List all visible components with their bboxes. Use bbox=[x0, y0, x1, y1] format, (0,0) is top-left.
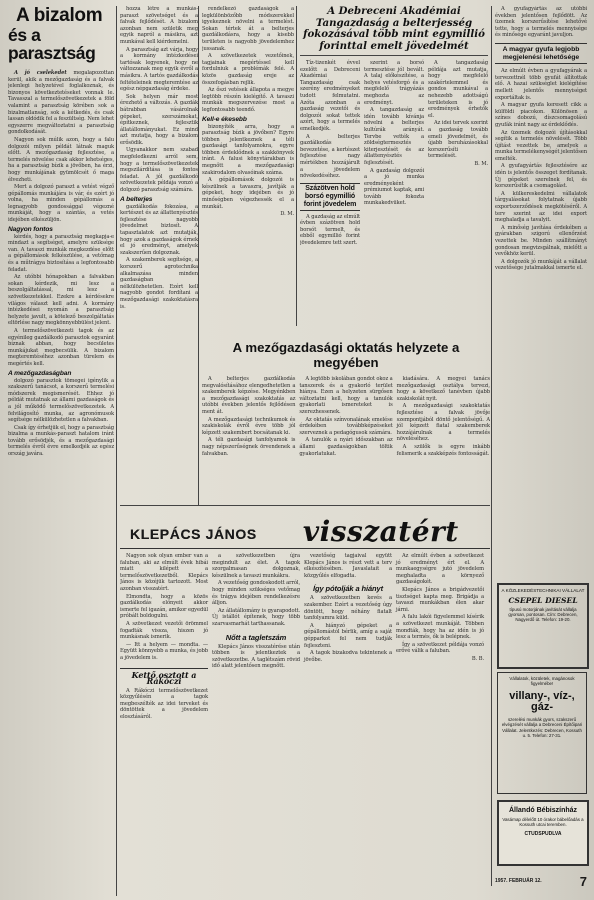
tangazdasag-article bbox=[300, 6, 488, 336]
footer-date: 1957. FEBRUÁR 12. bbox=[495, 878, 542, 884]
klepacs-headline bbox=[120, 510, 490, 549]
headline-rule bbox=[300, 55, 488, 56]
column-rule bbox=[296, 6, 297, 326]
ad2-title-1: villany-, víz-, bbox=[509, 689, 575, 702]
section-rule bbox=[120, 505, 490, 506]
tangazdasag-col-a: Tíz-tizenkét évvel ezelőtt a Debreceni Akadémiai Tangazdaság csak szerény eredményeket tudott felmutatni. Azóta azonban a gazdaság vezetői és dolgozói sokat tettek azért, hogy a termelés emelkedjék. A belterjes gazdálkodás bevezetése, a kertészet fejlesztése nagy mértékben hozzájárult a jövedelem növekedéséhez. Százötven hold borsó egymillió forint jövedelem A gazdaság az elmúlt évben százötven hold borsót termelt, és ebből egymillió forint jövedelemre tett szert. bbox=[300, 60, 360, 247]
klepacs-article bbox=[120, 510, 490, 890]
tangazdasag-headline: A Debreceni Akadémiai Tangazdaság a belterjesség fokozásával több mint egymillió forinttal emelt jövedelmét bbox=[303, 6, 485, 52]
ad1-title: CSEPEL DIESEL bbox=[508, 595, 578, 605]
tangazdasag-col-c: A tangazdaság példája azt mutatja, hogy megfelelő szakértelemmel és gondos munkával a nehezebb adottságú területeken is jó eredmények érhetők el. Az idei tervek szerint a gazdaság tovább emeli jövedelmét, és újabb beruházásokkal korszerűsíti termelését. B. M. bbox=[428, 60, 488, 167]
klepacs-sub1: Így pótolják a hiányt bbox=[313, 584, 383, 594]
right-column bbox=[495, 6, 587, 576]
headline-line-1: A bizalom bbox=[16, 6, 103, 26]
oktatas-col-a: A belterjes gazdálkodás megvalósításához elengedhetetlen a szakemberek képzése. Megyénkben a mezőgazdasági szakoktatás az utóbbi években jelentős fejlődésen ment át. A mezőgazdasági technikumok és szakiskolák évről évre több jól képzett szakembert bocsátanak ki. A téli gazdasági tanfolyamok is nagy népszerűségnek örvendenek a falvakban. bbox=[202, 376, 296, 457]
klepacs-col-b: a szövetkezetben újra megindult az élet. A tagok szorgalmasan dolgoznak, készülnek a tavaszi munkákra. A vezetőség gondoskodott arról, hogy minden szükséges vetőmag és trágya idejében rendelkezésre álljon. Az állatállomány is gyarapodott. Új istállót építenek, hogy több szarvasmarhát tarthassanak. Nőtt a tagletszám Klepács János visszatérése után többen is jelentkeztek a szövetkezetbe. A taglétszám rövid idő alatt jelentősen megnőtt. bbox=[212, 553, 300, 670]
klepacs-col-c: vezetőség tagjaival együtt Klepács János is részt vett a terv elkészítésében. Javaslatait a közgyűlés elfogadta. Így pótolják a hiányt A szövetkezetben kevés a szakember. Ezért a vezetőség úgy döntött, hogy néhány fiatalt tanfolyamra küld. A hiányzó gépeket a gépállomástól bérlik, amíg a saját gépparkot fel nem tudják fejleszteni. A tagok bizakodva tekintenek a jövőbe. bbox=[304, 553, 392, 663]
klepacs-byline: B. B. bbox=[471, 655, 484, 662]
column-rule bbox=[198, 6, 199, 506]
headline-line-2: és a parasztság bbox=[8, 25, 96, 63]
column-rule bbox=[491, 6, 492, 886]
column-1 bbox=[8, 6, 114, 896]
ad-villany-viz-gaz: Vállalatok, közületek, magánosok figyelmébe! villany-, víz-, gáz- szerelési munkák gyors, szakszerű elvégzését vállalja a Debreceni Építőipari Vállalat. Jelentkezés: Debrecen, Kossuth u. 5. Telefon: 27-31. bbox=[497, 672, 587, 794]
ad-csepel-diesel: A KÖZLEKEDÉSTECHNIKAI VÁLLALAT CSEPEL DIESEL típusú motorjának javítását vállalja gyorsan, pontosan. Cím: Debrecen, Nagyerdő út. Telefon: 19-20. bbox=[497, 583, 589, 669]
right-col-body-top: A gyufagyártás az utóbbi években jelentősen fejlődött. Az üzemek korszerűsítése lehetővé tette, hogy a termelés mennyisége és minősége egyaránt javuljon. bbox=[495, 6, 587, 39]
klepacs-col-d: Az elmúlt évben a szövetkezet jó eredményt ért el. A munkaegységre jutó jövedelem meghaladta a környező gazdaságokét. Klepács János a brigádvezetői tisztséget kapta meg. Brigádja a tavaszi munkákban élen akar járni. A falu lakói figyelemmel kísérik a szövetkezet munkáját. Többen mondták, hogy ha az idén is jó lesz a termés, ők is belépnek. Így a szövetkezet példája vonzó erővé válik a faluban. B. B. bbox=[396, 553, 484, 662]
klepacs-sub2: Nőtt a tagletszám bbox=[225, 632, 287, 642]
ad-bebiszinhaz: Állandó Bébiszínház Vasárnap délelőtt 10 órakor bábelőadás a Kossuth utcai teremben. CTUDSPUDLVA bbox=[497, 800, 589, 866]
right-col-body: Az elmúlt évben a gyufagyárak a tervezettnél több gyufát állítottak elő. A hazai szükséglet kielégítése mellett jelentős mennyiséget exportáltak is. A magyar gyufa keresett cikk a külföldi piacokon. Különösen a színes dobozú, díszcsomagolású gyufák iránt nagy az érdeklődés. Az üzemek dolgozói újításokkal segítik a termelés növelését. Több újítást vezettek be, amelyek a munka termelékenységét jelentősen emelték. A gyufagyártás fejlesztésére az idén is jelentős összeget fordítanak. Új gépeket szerelnek fel, és korszerűsítik a csomagolást. A külkereskedelmi vállalatok tárgyalásokat folytatnak újabb exportszerződések megkötéséről. A terv szerint az idei export meghaladja a tavalyit. A minőség javítása érdekében a gyárakban szigorú ellenőrzést vezettek be. Minden szállítmányt gondosan megvizsgálnak, mielőtt a vevőkhöz kerül. A dolgozók jó munkáját a vállalat vezetősége jutalmakkal ismerte el. bbox=[495, 68, 587, 272]
lead-run-in: A jó cselekedet bbox=[14, 70, 67, 76]
oktatas-article bbox=[202, 330, 490, 500]
tangazdasag-box-head: Százötven hold borsó egymillió forint jövedelem bbox=[300, 183, 360, 211]
klepacs-col-a: Nagyon sok olyan ember van a faluban, aki az elmúlt évek hibái miatt kilépett a termelőszövetkezetből. Klepács János is közéjük tartozott. Most azonban visszatért. Elmondta, hogy a közös gazdálkodás előnyeit akkor ismerte fel igazán, amikor egyedül próbált boldogulni. A szövetkezet vezetői örömmel fogadták vissza, hiszen jó munkásnak ismerik. — Itt a helyem — mondta. — Együtt könnyebb a munka, és jobb a jövedelem is. Kettő osztott a Rákóczi A Rákóczi termelőszövetkezet közgyűlésén a tagok megbeszélték az idei terveket és döntöttek a jövedelem elosztásáról. bbox=[120, 553, 208, 721]
klepacs-name: KLEPÁCS JÁNOS bbox=[130, 526, 257, 542]
column-2 bbox=[120, 6, 198, 506]
column-rule bbox=[116, 6, 117, 896]
footer bbox=[495, 870, 587, 892]
main-headline bbox=[8, 6, 114, 62]
subhead-2: A mezőgazdaságban bbox=[8, 369, 72, 377]
subhead-1: Nagyon fontos bbox=[8, 225, 53, 233]
kette-head: Kettő osztott a Rákóczi bbox=[120, 668, 208, 685]
ad2-title-2: gáz- bbox=[531, 700, 553, 713]
oktatas-col-b: A legtöbb iskolában gondot okoz a tanszerek és a gyakorló terület hiánya. Ezen a helyzeten sürgősen változtatni kell, hogy a tanulók gyakorlati ismereteket is szerezhessenek. Az oktatás színvonalának emelése érdekében továbbképzéseket szerveznek a pedagógusok számára. A tanulók a nyári időszakban az állami gazdaságokban töltik gyakorlatukat. bbox=[299, 376, 393, 457]
article-body: A jó cselekedet megalapozottan kerül, akik a mezőgazdaság és a falvak jelenlegi helyzetével foglalkoznak, és bizonyos következtetéseket vonnak le. Tavasszal a termelőszövetkezetek a föld valamint a parasztság körében sok a bizalmatlanság, sok a kétkedés, és csak lassan oldódik fel a feszültség. Nem lehet egyszerre megváltoztatni a parasztság gondolkodását. Nagyon sok múlik azon, hogy a falu dolgozói milyen példát látnak maguk előtt. A mezőgazdaság fejlesztése, a termelés növelése csak akkor lehetséges, ha a parasztság bízik a jövőben, ha érzi, hogy munkájának gyümölcsét ő maga élvezheti. Mert a dolgozó paraszt a vetést végző gépállomás munkájára is vár, és ezért jó volna, ha minden gépállomás a legnagyobb gondossággal végezné munkáját, hogy a szántás, a vetés idejében elkészüljön. Nagyon fontos kérdés, hogy a parasztság megkapja-e mindazt a segítséget, amelyre szüksége van. A tavaszi munkák megkezdése előtt a gépállomások felkészülése, a vetőmag és a műtrágya biztosítása a legfontosabb feladat. Az utóbbi hónapokban a falvakban sokan kérdezik, mi lesz a beszolgáltatással, mi lesz a szövetkezetekkel. Ezekre a kérdésekre világos választ kell adni. A kormány intézkedései nyomán a parasztság helyzete javult, a kötelező beszolgáltatás eltörlése nagy megkönnyebbülést jelent. A termelőszövetkezeti tagok és az egyénileg gazdálkodó parasztok egyaránt bíznak abban, hogy becsületes munkájukat megbecsülik. A bizalom megteremtéséhez azonban türelem és megértés kell. A mezőgazdaságban dolgozó parasztok tömegei igénylik a szakszerű tanácsot, a korszerű termelési módszerek megismerését. Ehhez jó példát mutatnak az állami gazdaságok és a jól működő termelőszövetkezetek. A felvilágosító munka, az agronómusok segítsége nélkülözhetetlen a falvakban. Csak így érhetjük el, hogy a parasztság bizalma a munkás-paraszt hatalom iránt tovább erősödjék, és a mezőgazdasági termelés évről évre emelkedjék az egész ország javára. bbox=[8, 70, 114, 458]
oktatas-col-c: kiadására. A megyei tanács mezőgazdasági osztálya tervezi, hogy a következő tanévben újabb szakiskolát nyit. A mezőgazdasági szakoktatás fejlesztése a falvak jövője szempontjából döntő jelentőségű. A jól képzett fiatal szakemberek hozzájárulnak a termelés növeléséhez. A szülők is egyre inkább felismerik a szakképzés fontosságát. bbox=[396, 376, 490, 457]
page-number: 7 bbox=[579, 873, 587, 889]
subhead-col2: A belterjes bbox=[120, 195, 153, 203]
right-box-head: A magyar gyufa legjobb megjelenési lehetősége bbox=[495, 43, 587, 64]
tangazdasag-byline: B. M. bbox=[474, 160, 488, 167]
article-body-3: rendelkező gazdaságok a legkülönbözőbb módszerekkel igyekeznek növelni a termelést. Sokan tértek át a belterjes gazdálkodásra, hogy a kisebb területen is nagyobb jövedelemhez jussanak. A szövetkezetek vezetőinek, tagjainak megértéssel kell fordulniuk a problémák felé. A közös gazdaság ereje az összefogásban rejlik. Az őszi vetések állapota a megye legtöbb részén kielégítő. A tavaszi munkák megszervezése most a legfontosabb teendő. Kell-e ékesebb bizonyíték arra, hogy a parasztság bízik a jövőben? Egyre többen jelentkeznek a téli gazdasági tanfolyamokra, egyre többen érdeklődnek a szakkönyvek iránt. A falusi könyvtárakban is megnőtt a mezőgazdasági szakirodalom olvasóinak száma. A gépállomások dolgozói is készülnek a tavaszra, javítják a gépeket, hogy idejében és jó minőségben végezhessék el a munkát. D. M. bbox=[202, 6, 294, 218]
tangazdasag-col-b: szerint a borsó termesztése jól bevált. A talaj előkészítése, a helyes vetésforgó és a megfelelő trágyázás meghozta az eredményt. A tangazdaság az idén tovább kívánja növelni a belterjes kultúrák arányát. Tervbe vették a zöldségtermesztés kiterjesztését és az állattenyésztés fejlesztését. A gazdaság dolgozói a jó munka eredményeként prémiumot kaptak, ami tovább fokozta munkakedvüket. bbox=[364, 60, 424, 207]
article-body-2: hozza létre a munkás-paraszt szövetséget és a falvak fejlődését. A bizalom azonban nem születik meg egyik napról a másikra, azt munkával kell kiérdemelni. A parasztság azt várja, hogy a kormány intézkedései tartósak legyenek, hogy ne változzanak meg egyik évről a másikra. A tartós gazdálkodás feltételeinek megteremtése az egész népgazdaság érdeke. Sok helyen már most érezhető a változás. A gazdák bátrabban vásárolnak gépeket, szerszámokat, építkeznek, fejlesztik állatállományukat. Ez mind azt mutatja, hogy a bizalom erősödik. Ugyanakkor nem szabad megfeledkezni arról sem, hogy a termelőszövetkezetek megszilárdítása is fontos feladat. A jól gazdálkodó szövetkezetek példája vonzó a dolgozó parasztság számára. A belterjes gazdálkodás fokozása, a kertészet és az állattenyésztés fejlesztése nagyobb jövedelmet biztosít. A tapasztalatok azt mutatják, hogy azok a gazdaságok érnek el jó eredményt, amelyek szakszerűen dolgoznak. A szakemberek segítsége, a korszerű agrotechnika alkalmazása minden gazdaságban nélkülözhetetlen. Ezért kell nagyobb gondot fordítani a mezőgazdasági szakoktatásra is. bbox=[120, 6, 198, 310]
ad3-tag: CTUDSPUDLVA bbox=[524, 830, 562, 837]
oktatas-headline: A mezőgazdasági oktatás helyzete a megyében bbox=[232, 340, 460, 370]
subhead-col3: Kell-e ékesebb bbox=[202, 115, 247, 123]
column-3 bbox=[202, 6, 294, 326]
ad3-title: Állandó Bébiszínház bbox=[508, 807, 578, 814]
klepacs-word: visszatért bbox=[302, 515, 459, 548]
